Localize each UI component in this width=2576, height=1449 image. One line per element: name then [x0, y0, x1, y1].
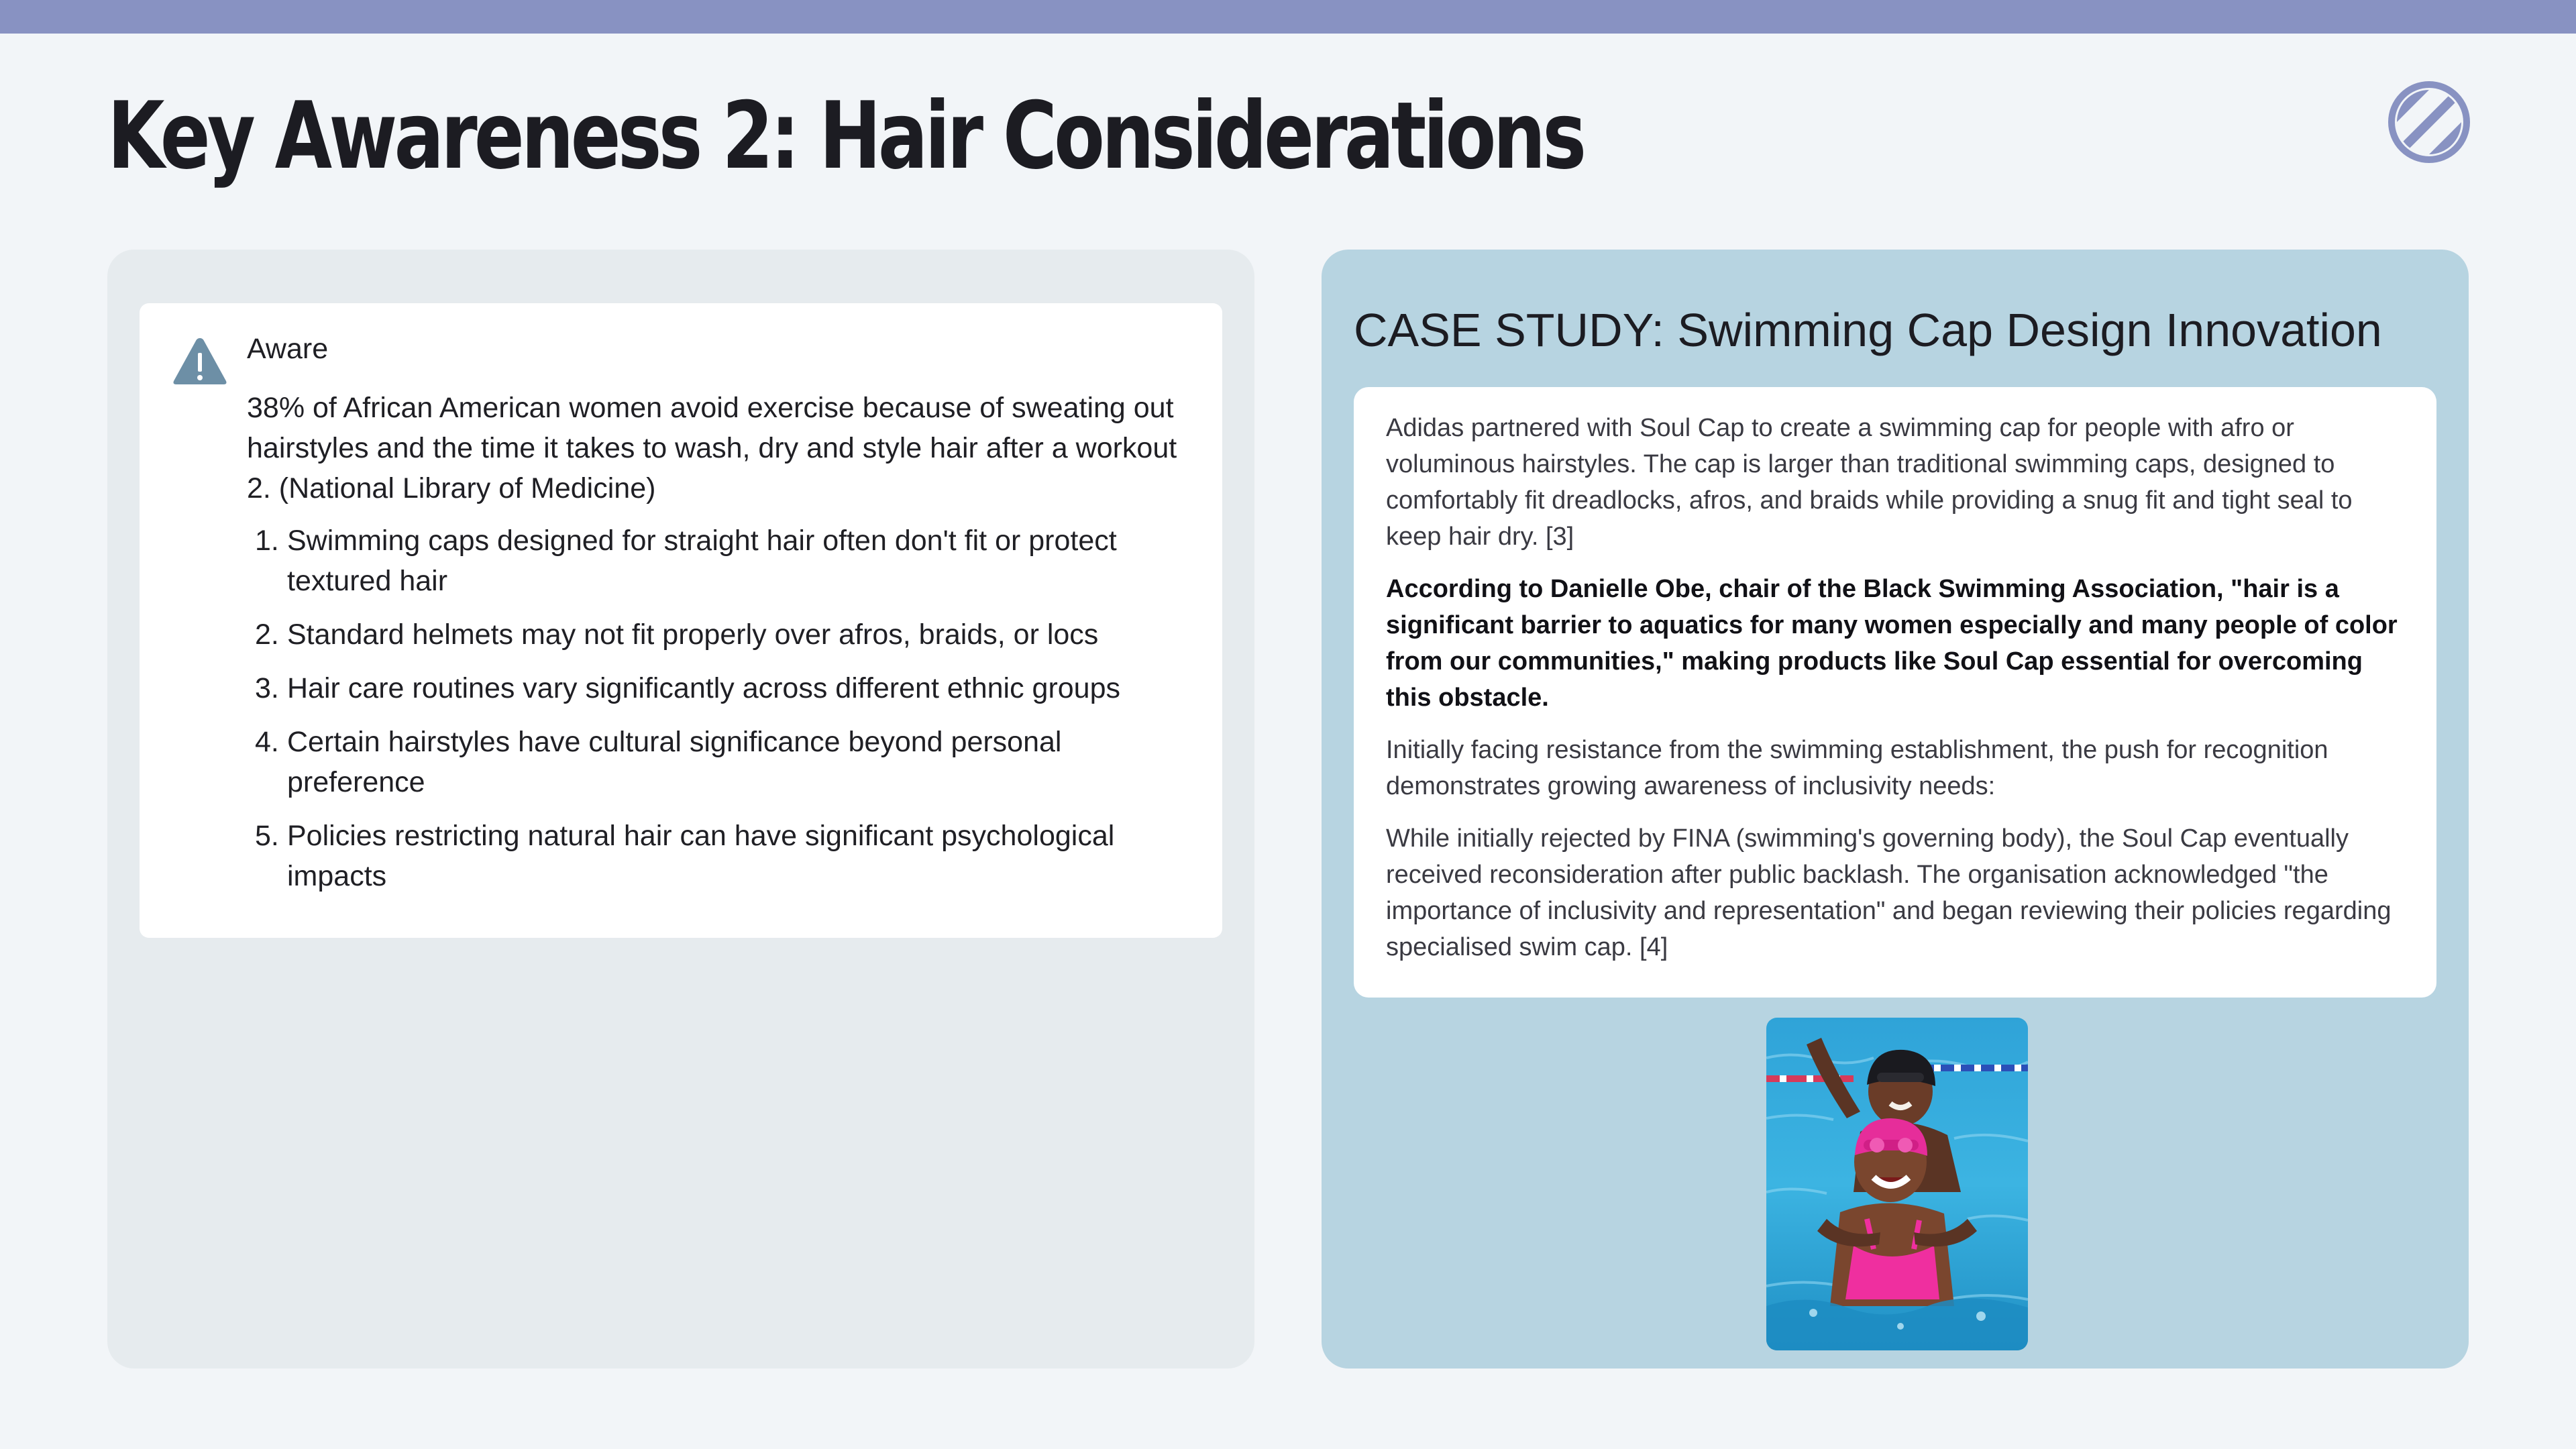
case-study-paragraph: Initially facing resistance from the swimming establishment, the push for recognition demonstrates growing awareness of inclusivity needs:	[1386, 736, 2328, 800]
list-item-text: Hair care routines vary significantly across different ethnic groups	[287, 672, 1121, 704]
swimmers-photo	[1766, 1018, 2028, 1350]
list-item-number: 5.	[255, 820, 279, 852]
aware-list	[247, 521, 1199, 896]
case-study-quote: According to Danielle Obe, chair of the Black Swimming Association, "hair is a significant barrier to aquatics for many women especially and many people of color from our communities," making products like Soul Cap essential for overcoming this obstacle.	[1386, 575, 2398, 712]
warning-triangle-icon	[172, 335, 228, 386]
case-study-title: CASE STUDY: Swimming Cap Design Innovation	[1354, 304, 2382, 356]
list-item-number: 4.	[255, 726, 279, 758]
right-panel	[1322, 250, 2469, 1368]
list-item	[247, 614, 1199, 655]
case-study-paragraph: Adidas partnered with Soul Cap to create a swimming cap for people with afro or voluminous hairstyles. The cap is larger than traditional swimming caps, designed to comfortably fit dreadlocks, afros, and braids while providing a snug fit and tight seal to keep hair dry. [3]	[1386, 414, 2353, 551]
striped-circle-logo-icon	[2387, 80, 2471, 164]
list-item-text: Swimming caps designed for straight hair often don't fit or protect textured hair	[287, 525, 1117, 597]
list-item	[247, 816, 1199, 896]
list-item-text: Standard helmets may not fit properly over afros, braids, or locs	[287, 619, 1099, 651]
list-item-text: Policies restricting natural hair can have significant psychological impacts	[287, 820, 1115, 892]
left-panel	[107, 250, 1254, 1368]
list-item-number: 1.	[255, 525, 279, 557]
aware-intro-text: 38% of African American women avoid exercise because of sweating out hairstyles and the time it takes to wash, dry and style hair after a workout 2. (National Library of Medicine)	[247, 392, 1177, 504]
list-item-text: Certain hairstyles have cultural significance beyond personal preference	[287, 726, 1062, 798]
list-item-number: 2.	[255, 619, 279, 651]
top-accent-bar	[0, 0, 2576, 34]
case-study-paragraph: While initially rejected by FINA (swimming's governing body), the Soul Cap eventually received reconsideration after public backlash. The organisation acknowledged "the importance of inclusivity and representation" and began reviewing their policies regarding specialised swim cap. [4]	[1386, 824, 2392, 961]
list-item	[247, 668, 1199, 708]
slide-title: Key Awareness 2: Hair Considerations	[107, 82, 1584, 190]
list-item	[247, 521, 1199, 601]
case-study-card	[1354, 387, 2436, 998]
case-study-text	[1386, 410, 2406, 981]
aware-heading: Aware	[247, 333, 329, 365]
aware-card	[140, 303, 1222, 938]
aware-content	[247, 329, 1199, 910]
list-item-number: 3.	[255, 672, 279, 704]
list-item	[247, 722, 1199, 802]
